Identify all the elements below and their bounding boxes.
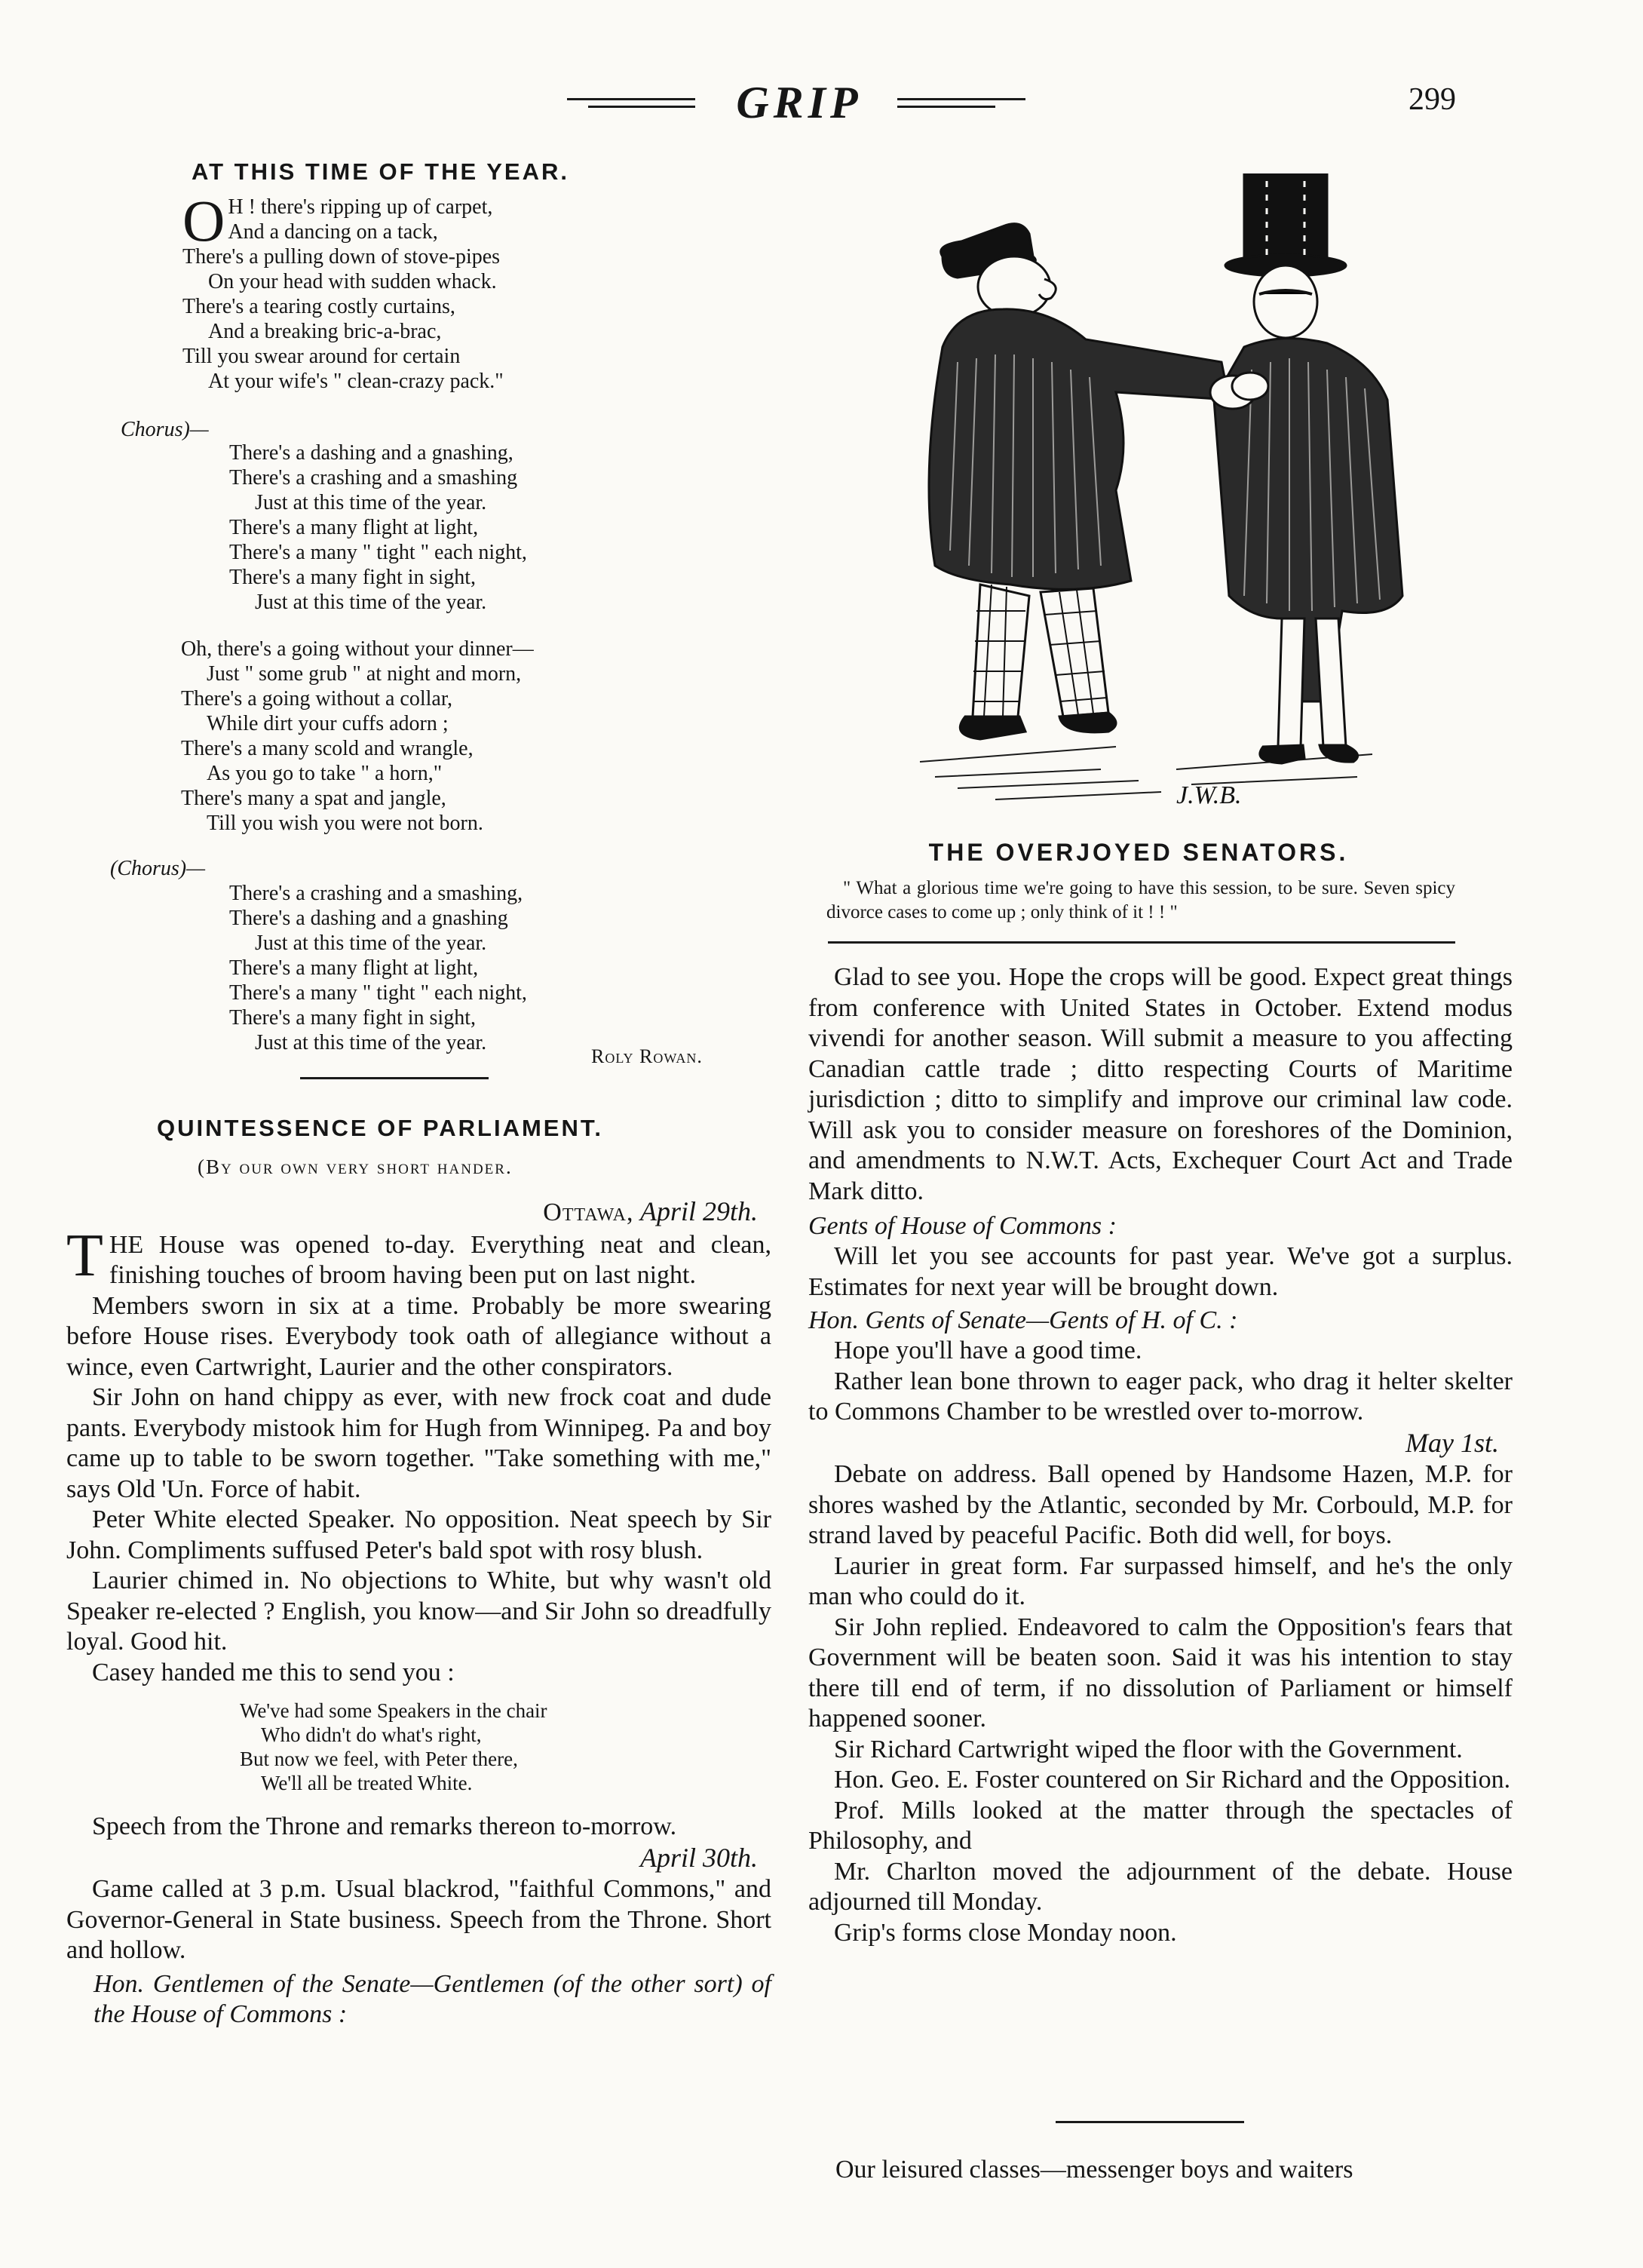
masthead-rule-left [567,98,695,100]
article-paragraph: Sir John on hand chippy as ever, with new frock coat and dude pants. Everybody mistook him for Hugh from Winnipeg. Pa and boy came up to table to be sworn together. "Take something with me," says Old 'Un. Force of habit. [66,1383,771,1503]
article-paragraph: Casey handed me this to send you : [92,1658,455,1686]
poem-line: There's a dashing and a gnashing [229,907,508,930]
article-paragraph [66,1222,771,1291]
right-senator [1214,173,1402,763]
article-paragraph: Prof. Mills looked at the matter through the spectacles of Philosophy, and [808,1796,1513,1855]
article-paragraph: Hope you'll have a good time. [834,1337,1142,1364]
poem-stanza-2 [181,637,633,836]
dateline-date: April 29th. [639,1196,758,1226]
article-paragraph: Speech from the Throne and remarks thereon to-morrow. [92,1812,677,1840]
poem-line: On your head with sudden whack. [208,270,497,293]
article-paragraph: Peter White elected Speaker. No opposition. Neat speech by Sir John. Compliments suffused Peter's bald spot with rosy blush. [66,1505,771,1564]
address-heading: Gents of House of Commons : [808,1212,1117,1240]
poem-line: Just at this time of the year. [255,491,487,514]
poem-line: Just at this time of the year. [255,591,487,614]
article-title: QUINTESSENCE OF PARLIAMENT. [157,1115,603,1141]
poem-line: Till you swear around for certain [182,345,461,368]
dateline [66,1843,771,1875]
section-rule [300,1077,489,1079]
left-senator [929,224,1229,739]
verse-block [66,1699,771,1795]
section-rule [828,941,1455,944]
poem-dropcap: O [182,188,225,253]
poem-line: H ! there's ripping up of carpet, [228,195,493,219]
poem-line: There's a dashing and a gnashing, [229,441,513,465]
masthead-title: GRIP [736,78,863,127]
poem-line: There's a crashing and a smashing, [229,882,523,905]
masthead-rule-right [897,98,1025,100]
article-paragraph: Mr. Charlton moved the adjournment of the debate. House adjourned till Monday. [808,1857,1513,1916]
dateline [66,1196,771,1229]
article-left-column [66,1196,771,2030]
poem-line: While dirt your cuffs adorn ; [207,712,449,735]
poem-line: There's a many scold and wrangle, [181,737,474,760]
poem-stanza-1 [182,188,605,394]
poem-line: And a dancing on a tack, [228,220,438,244]
article-paragraph: Will let you see accounts for past year. We've got a surplus. Estimates for next year will be brought down. [808,1242,1513,1301]
article-right-column [808,962,1513,1948]
verse-line: We'll all be treated White. [261,1772,473,1794]
article-paragraph: Laurier chimed in. No objections to White, but why wasn't old Speaker re-elected ? English, you know—and Sir John so dreadfully loyal. Good hit. [66,1567,771,1656]
poem-chorus-1 [229,440,621,615]
dateline [808,1428,1513,1460]
chorus-label: (Chorus)— [110,857,206,880]
poem-line: There's a pulling down of stove-pipes [182,245,501,269]
poem-line: There's a many flight at light, [229,956,479,980]
article-paragraph-text: HE House was opened to-day. Everything neat and clean, finishing touches of broom having been put on last night. [109,1230,771,1289]
article-subtitle: (By our own very short hander. [198,1155,513,1178]
section-rule [1056,2121,1244,2123]
chorus-label: Chorus)— [121,418,209,441]
poem-line: There's a many fight in sight, [229,566,476,589]
poem-line: As you go to take " a horn," [207,762,443,785]
poem-chorus-2 [229,881,621,1055]
poem-line: Oh, there's a going without your dinner— [181,637,534,661]
poem-line: Just at this time of the year. [255,931,487,955]
article-paragraph: Hon. Geo. E. Foster countered on Sir Richard and the Opposition. [834,1766,1511,1794]
poem-title: AT THIS TIME OF THE YEAR. [192,158,569,185]
page-number: 299 [1409,82,1456,117]
poem-author: Roly Rowan. [591,1045,703,1067]
poem-line: There's a many " tight " each night, [229,541,527,564]
article-paragraph: Grip's forms close Monday noon. [834,1918,1177,1947]
article-paragraph: Game called at 3 p.m. Usual blackrod, "faithful Commons," and Governor-General in State business. Speech from the Throne. Short and hollow. [66,1875,771,1964]
cartoon-caption: " What a glorious time we're going to have this session, to be sure. Seven spicy divorce cases to come up ; only think of it ! ! " [826,878,1455,922]
poem-line: And a breaking bric-a-brac, [208,320,442,343]
address-heading: Hon. Gentlemen of the Senate—Gentlemen (of the other sort) of the House of Commons : [93,1969,771,2028]
poem-line: There's a many fight in sight, [229,1006,476,1030]
article-paragraph: Sir John replied. Endeavored to calm the Opposition's fears that Government will be beaten soon. Said it was his intention to stay there till end of term, if no dissolution of Parliament or himself happened sooner. [808,1613,1513,1732]
verse-line: Who didn't do what's right, [261,1723,482,1746]
poem-line: Till you wish you were not born. [207,812,483,835]
address-heading: Hon. Gents of Senate—Gents of H. of C. : [808,1306,1238,1334]
cartoon-illustration [890,173,1433,822]
poem-line: There's a going without a collar, [181,687,453,710]
poem-line: There's a many flight at light, [229,516,479,539]
article-dropcap: T [66,1222,103,1289]
article-paragraph: Laurier in great form. Far surpassed himself, and he's the only man who could do it. [808,1551,1513,1610]
footer-snippet: Our leisured classes—messenger boys and waiters [835,2156,1353,2184]
masthead-rule-right-2 [897,106,995,108]
dateline-place: Ottawa, [543,1198,634,1226]
article-paragraph: Rather lean bone thrown to eager pack, who drag it helter skelter to Commons Chamber to be wrestled over to-morrow. [808,1367,1513,1426]
poem-line: There's a many " tight " each night, [229,981,527,1005]
article-paragraph: Members sworn in six at a time. Probably be more swearing before House rises. Everybody took oath of allegiance without a wince, even Cartwright, Laurier and the other conspirators. [66,1291,771,1381]
article-paragraph: Glad to see you. Hope the crops will be good. Expect great things from conference with United States in October. Extend modus vivendi for another season. Will submit a measure to you affecting Canadian cattle trade ; ditto respecting Courts of Maritime jurisdiction ; ditto to simplify and improve our criminal law code. Will ask you to consider measure on foreshores of the Dominion, and amendments to N.W.T. Acts, Exchequer Court Act and Trade Mark ditto. [808,963,1513,1205]
masthead-rule-left-2 [588,106,695,108]
dateline-date: May 1st. [1405,1427,1499,1458]
verse-line: We've had some Speakers in the chair [240,1699,547,1722]
poem-line: Just at this time of the year. [255,1031,487,1054]
poem-line: At your wife's " clean-crazy pack." [208,370,504,393]
poem-line: Just " some grub " at night and morn, [207,662,522,686]
article-paragraph: Debate on address. Ball opened by Handsome Hazen, M.P. for shores washed by the Atlantic, seconded by Mr. Corbould, M.P. for strand laved by peaceful Pacific. Both did well, for boys. [808,1460,1513,1549]
article-paragraph: Sir Richard Cartwright wiped the floor with the Government. [834,1735,1463,1763]
poem-line: There's a tearing costly curtains, [182,295,455,318]
poem-line: There's a crashing and a smashing [229,466,518,490]
cartoon-title: THE OVERJOYED SENATORS. [928,839,1349,866]
dateline-date: April 30th. [639,1842,758,1873]
cartoon-signature: J.W.B. [1176,781,1242,809]
verse-line: But now we feel, with Peter there, [240,1748,518,1770]
poem-line: There's many a spat and jangle, [181,787,446,810]
